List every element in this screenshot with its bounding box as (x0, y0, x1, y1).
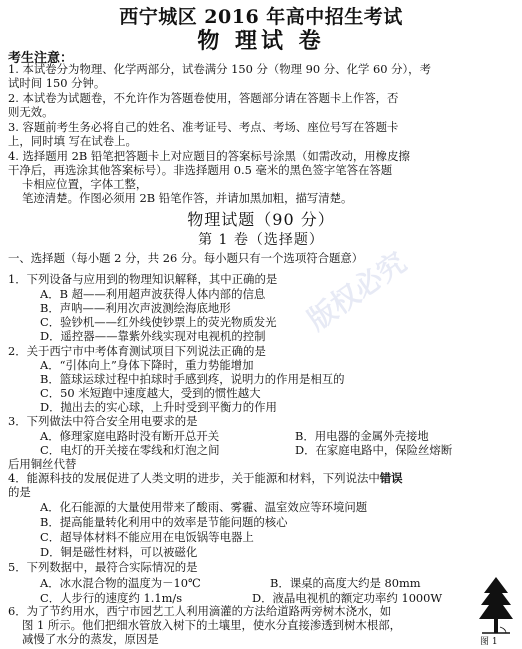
question-5-stem: 5．下列数据中，最符合实际情况的是 (8, 560, 198, 574)
question-4-stem (8, 471, 514, 485)
q4-option-c: C．超导体材料不能应用在电饭锅等电器上 (40, 530, 254, 544)
exam-title: 西宁城区 2016 年高中招生考试 (119, 6, 403, 28)
notice-line: 卡相应位置，字体工整， (22, 177, 148, 191)
section-title: 物理试题（90 分） (187, 210, 335, 229)
notice-line: 则无效。 (8, 105, 54, 119)
q2-option-a: A．“引体向上”身体下降时，重力势能增加 (40, 358, 254, 372)
q5-option-c: C．人步行的速度约 1.1m/s (40, 591, 183, 605)
watermark: 版权必究 (301, 245, 413, 337)
q3-option-a: A．修理家庭电路时没有断开总开关 (40, 429, 220, 443)
question-1-stem: 1．下列设备与应用到的物理知识解释，其中正确的是 (8, 272, 278, 286)
notice-line: 干净后，再选涂其他答案标号）。非选择题用 0.5 毫米的黑色签字笔答在答题 (8, 163, 393, 177)
q4-option-b: B．提高能量转化利用中的效率是节能问题的核心 (40, 515, 288, 529)
q5-option-a: A．冰水混合物的温度为－10℃ (40, 576, 201, 590)
q3-option-d-continued: 后用铜丝代替 (8, 457, 77, 471)
q5-option-d: D．液晶电视机的额定功率约 1000W (252, 591, 443, 605)
q1-option-d: D．遥控器——靠紫外线实现对电视机的控制 (40, 329, 266, 343)
q4-option-a: A．化石能源的大量使用带来了酸雨、雾霾、温室效应等环境问题 (40, 500, 368, 514)
q4-stem-text: 4．能源科技的发展促进了人类文明的进步，关于能源和材料，下列说法中 (8, 471, 380, 485)
q3-option-c: C．电灯的开关接在零线和灯泡之间 (40, 443, 220, 457)
q3-option-b: B．用电器的金属外壳接地 (295, 429, 429, 443)
notice-line: 3. 容题前考生务必将自己的姓名、准考证号、考点、考场、座位号写在答题卡 (8, 120, 399, 134)
notice-line: 上，同时填 写在试卷上。 (8, 134, 137, 148)
q2-option-b: B．篮球运球过程中拍球时手感到疼，说明力的作用是相互的 (40, 372, 345, 386)
figure-caption: 图 1 (480, 637, 498, 647)
q4-stem-end: 的是 (8, 485, 31, 499)
question-6-line: 图 1 所示。他们把细水管放入树下的土壤里，使水分直接渗透到树木根部， (22, 618, 401, 632)
notice-line: 4. 选择题用 2B 铅笔把答题卡上对应题目的答案标号涂黑（如需改动，用橡皮擦 (8, 149, 410, 163)
q2-option-d: D．抛出去的实心球，上升时受到平衡力的作用 (40, 400, 277, 414)
notice-line: 2. 本试卷为试题卷，不允许作为答题卷使用，答题部分请在答题卡上作答，否 (8, 91, 399, 105)
q5-option-b: B．课桌的高度大约是 80mm (270, 576, 421, 590)
q4-stem-emphasis: 错误 (379, 471, 403, 485)
notice-line: 1. 本试卷分为物理、化学两部分，试卷满分 150 分（物理 90 分、化学 60 分），考 (8, 62, 431, 76)
notice-heading: 考生注意： (8, 51, 74, 66)
notice-line: 试时间 150 分钟。 (8, 76, 106, 90)
q4-option-d: D．铜是磁性材料，可以被磁化 (40, 545, 198, 559)
q3-option-d: D．在家庭电路中，保险丝熔断 (295, 443, 453, 457)
q1-option-b: B．声呐——利用次声波测绘海底地形 (40, 301, 231, 315)
volume-title: 第 1 卷（选择题） (198, 232, 324, 248)
notice-line: 笔迹清楚。作图必须用 2B 铅笔作答，并请加黑加粗，描写清楚。 (22, 191, 353, 205)
exam-subject: 物 理试 卷 (197, 28, 325, 54)
q2-option-c: C．50 米短跑中速度越大，受到的惯性越大 (40, 386, 261, 400)
question-6-line: 减慢了水分的蒸发，原因是 (22, 632, 159, 646)
q1-option-a: A．B 超——利用超声波获得人体内部的信息 (40, 287, 266, 301)
section-instruction: 一、选择题（每小题 2 分，共 26 分。每小题只有一个选项符合题意） (8, 251, 364, 265)
q1-option-c: C．验钞机——红外线使钞票上的荧光物质发光 (40, 315, 277, 329)
question-6-line: 6．为了节约用水，西宁市园艺工人利用滴灌的方法给道路两旁树木浇水，如 (8, 604, 392, 618)
tree-figure (476, 575, 516, 643)
question-3-stem: 3．下列做法中符合安全用电要求的是 (8, 414, 198, 428)
question-2-stem: 2．关于西宁市中考体育测试项目下列说法正确的是 (8, 344, 266, 358)
